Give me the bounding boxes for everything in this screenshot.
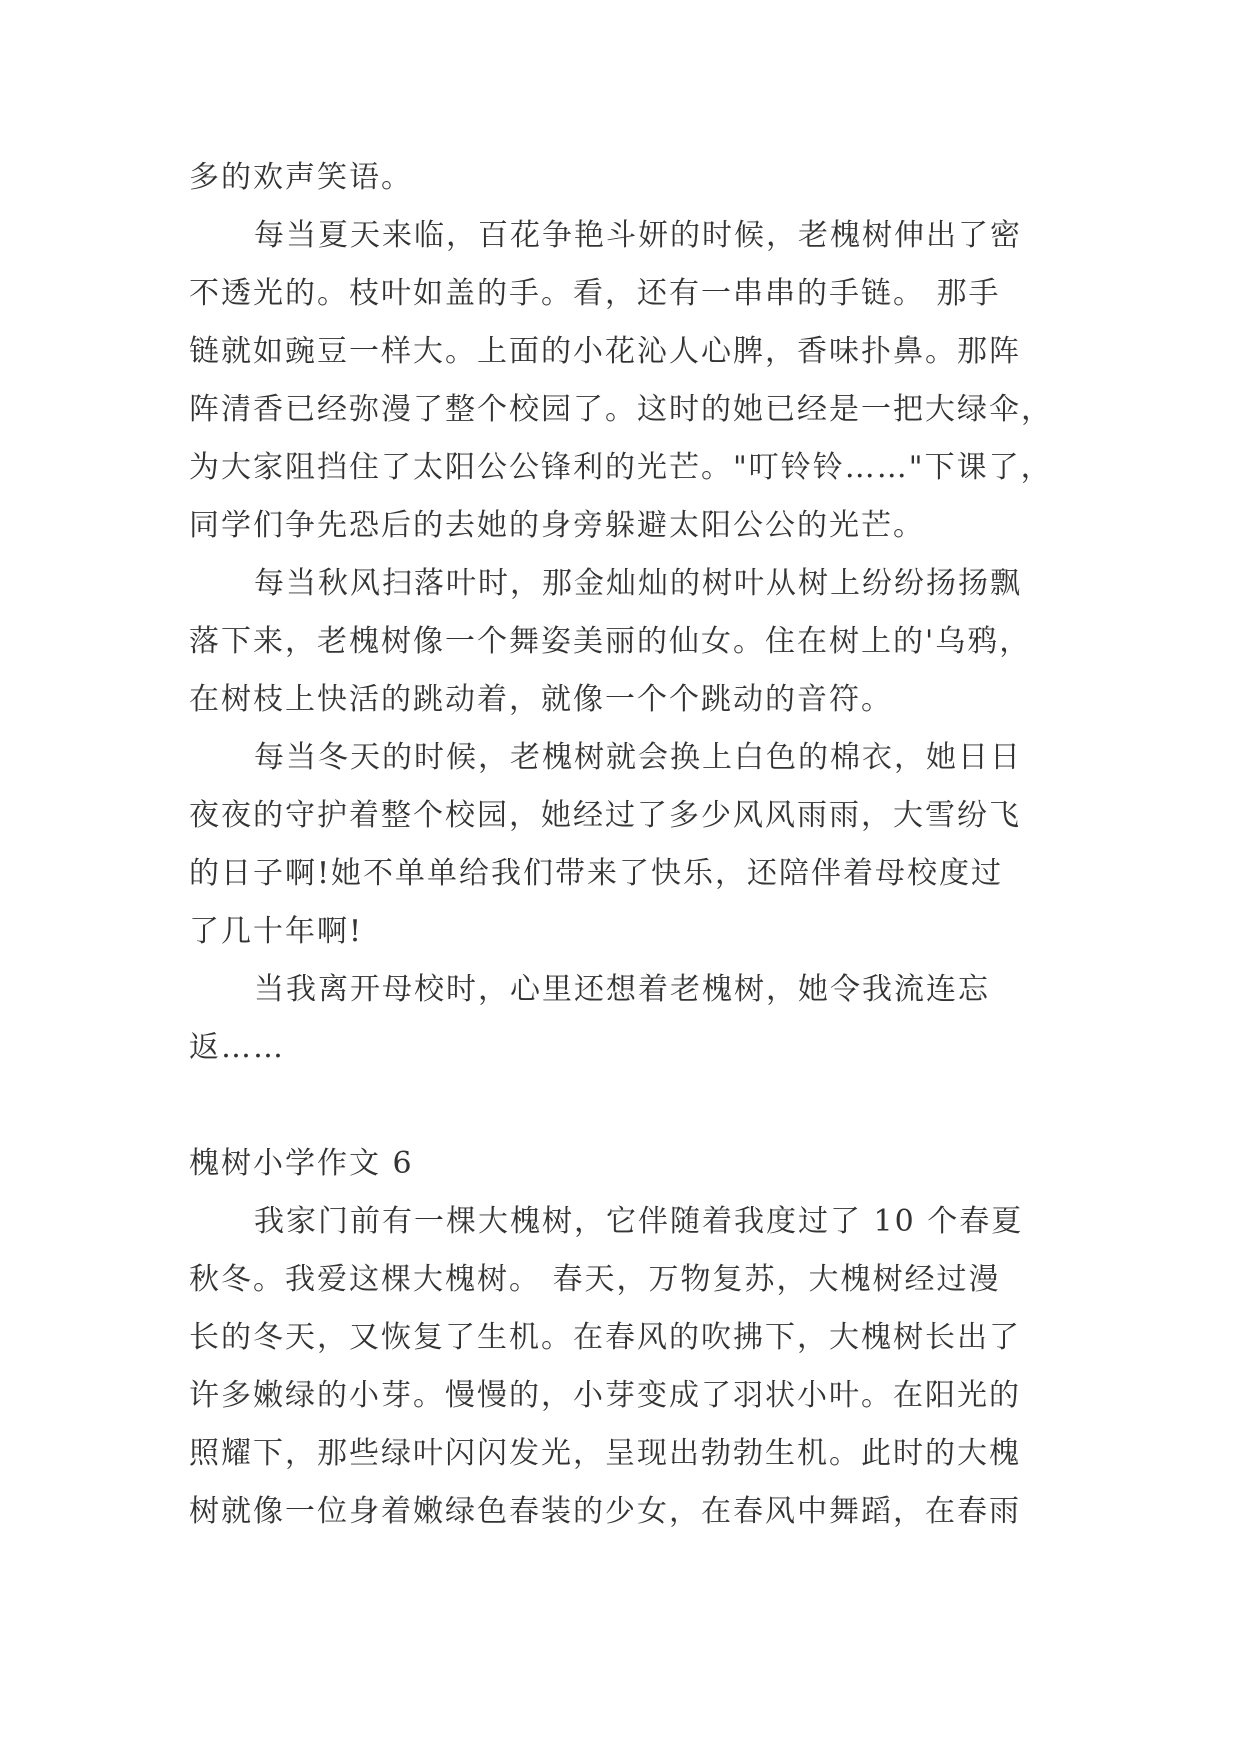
text-line: 照耀下，那些绿叶闪闪发光，呈现出勃勃生机。此时的大槐 xyxy=(189,1436,1021,1471)
text-line: 落下来，老槐树像一个舞姿美丽的仙女。住在树上的'乌鸦， xyxy=(189,624,1032,659)
paragraph-autumn-start: 每当秋风扫落叶时，那金灿灿的树叶从树上纷纷扬扬飘 xyxy=(254,566,1022,601)
text-line: 阵清香已经弥漫了整个校园了。这时的她已经是一把大绿伞， xyxy=(189,392,1053,427)
text-line: 许多嫩绿的小芽。慢慢的，小芽变成了羽状小叶。在阳光的 xyxy=(189,1378,1021,1413)
text-line: 长的冬天，又恢复了生机。在春风的吹拂下，大槐树长出了 xyxy=(189,1320,1021,1355)
paragraph-summer-start: 每当夏天来临，百花争艳斗妍的时候，老槐树伸出了密 xyxy=(254,218,1022,253)
paragraph-farewell-start: 当我离开母校时，心里还想着老槐树，她令我流连忘 xyxy=(254,972,990,1007)
paragraph-winter-start: 每当冬天的时候，老槐树就会换上白色的棉衣，她日日 xyxy=(254,740,1022,775)
text-line: 树就像一位身着嫩绿色春装的少女，在春风中舞蹈，在春雨 xyxy=(189,1494,1021,1529)
text-line: 秋冬。我爱这棵大槐树。 春天，万物复苏，大槐树经过漫 xyxy=(189,1262,1001,1297)
text-line: 链就如豌豆一样大。上面的小花沁人心脾，香味扑鼻。那阵 xyxy=(189,334,1021,369)
text-line: 在树枝上快活的跳动着，就像一个个跳动的音符。 xyxy=(189,682,893,717)
section-heading: 槐树小学作文 6 xyxy=(189,1146,414,1181)
paragraph-essay6-start: 我家门前有一棵大槐树，它伴随着我度过了 10 个春夏 xyxy=(254,1204,1024,1239)
text-line: 的日子啊!她不单单给我们带来了快乐，还陪伴着母校度过 xyxy=(189,856,1004,891)
text-line: 为大家阻挡住了太阳公公锋利的光芒。"叮铃铃……"下课了， xyxy=(189,450,1053,485)
text-line: 同学们争先恐后的去她的身旁躲避太阳公公的光芒。 xyxy=(189,508,925,543)
text-line: 返…… xyxy=(189,1030,285,1065)
text-line: 多的欢声笑语。 xyxy=(189,160,413,195)
text-line: 了几十年啊! xyxy=(189,914,364,949)
text-line: 不透光的。枝叶如盖的手。看，还有一串串的手链。 那手 xyxy=(189,276,1001,311)
text-line: 夜夜的守护着整个校园，她经过了多少风风雨雨，大雪纷飞 xyxy=(189,798,1021,833)
